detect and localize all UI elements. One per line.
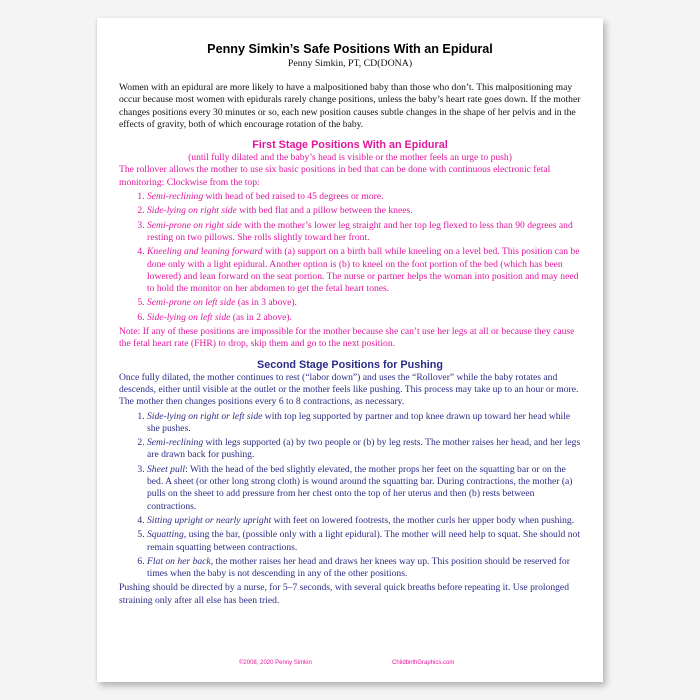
position-name: Squatting <box>147 529 184 541</box>
position-description: , using the bar, (possible only with a light epidural). The mother will need help to squat. She should not remain squatting between contractions. <box>147 529 580 553</box>
list-item <box>147 220 581 245</box>
position-description: (as in 3 above). <box>235 297 297 309</box>
first-stage-subheading: (until fully dilated and the baby’s head is visible or the mother feels an urge to push) <box>188 152 512 164</box>
document-content <box>119 42 581 607</box>
position-name: Side-lying on right side <box>147 205 237 217</box>
position-name: Semi-reclining <box>147 191 204 203</box>
position-name: Flat on her back <box>147 555 211 567</box>
position-description: with bed flat and a pillow between the knees. <box>236 205 413 217</box>
position-description: with legs supported (a) by two people or (b) by leg rests. The mother raises her head, and her legs are drawn back for pushing. <box>147 437 581 461</box>
first-stage-lead: The rollover allows the mother to use six basic positions in bed that can be done with continuous electronic fetal monitoring: Clockwise from the top: <box>119 164 551 188</box>
list-item <box>147 191 581 203</box>
list-item <box>147 246 581 295</box>
position-name: Semi-reclining <box>147 437 204 449</box>
position-name: Kneeling and leaning forward <box>147 246 263 258</box>
list-item <box>147 556 581 581</box>
second-stage-heading: Second Stage Positions for Pushing <box>257 358 443 371</box>
position-name: Semi-prone on right side <box>147 219 242 231</box>
position-description: with top leg supported by partner and top knee drawn up toward her head while she pushes. <box>147 410 571 434</box>
position-description: with (a) support on a birth ball while kneeling on a level bed. This position can be done only with a light epidural. Another option is (b) to kneel on the foot portion of the bed (which has been lowered) and lean forward on the seat portion. The nurse or partner helps the woman into position and may need to hold the monitor on her abdomen to get the fetal heart tones. <box>147 246 580 295</box>
list-item <box>147 411 581 436</box>
first-stage-note: Note: If any of these positions are impossible for the mother because she can’t use her legs at all or because they cause the fetal heart rate (FHR) to drop, skip them and go to the next position. <box>119 326 575 350</box>
position-description: with head of bed raised to 45 degrees or more. <box>203 191 384 203</box>
list-item <box>147 297 581 309</box>
list-item <box>147 529 581 554</box>
second-stage-lead: Once fully dilated, the mother continues to rest (“labor down”) and uses the “Rollover” while the baby rotates and descends, either until visible at the outlet or the mother feels like pushing. This process may take up to an hour or more. The mother then changes positions every 6 to 8 contractions, as necessary. <box>119 371 579 408</box>
position-name: Side-lying on left side <box>147 311 231 323</box>
second-stage-closing: Pushing should be directed by a nurse, for 5–7 seconds, with several quick breaths before repeating it. Use prolonged straining only after all else has been tried. <box>119 582 569 606</box>
position-description: : With the head of the bed slightly elevated, the mother props her feet on the squatting bar or on the bed. A sheet (or other long strong cloth) is wound around the squatting bar. During contractions, the mother (a) pulls on the sheet to add pressure from her chest onto the top of her uterus and then (b) rests between contractions. <box>147 463 573 512</box>
position-description: , the mother raises her head and draws her knees way up. This position should be reserved for times when the baby is not descending in any of the other positions. <box>147 555 570 580</box>
position-description: (as in 2 above). <box>230 311 292 323</box>
intro-paragraph: Women with an epidural are more likely to have a malpositioned baby than those who don’t. This malpositioning may occur because most women with epidurals rarely change positions, unless the baby’s heart rate goes down. If the mother changes positions every 30 minutes or so, each new position causes subtle changes in the shape of her pelvis and in the effects of gravity, both of which encourage rotation of the baby. <box>119 82 581 130</box>
position-name: Sitting upright or nearly upright <box>147 514 272 526</box>
first-stage-heading: First Stage Positions With an Epidural <box>252 139 448 152</box>
position-description: with feet on lowered footrests, the mother curls her upper body when pushing. <box>271 514 575 526</box>
list-item <box>147 205 581 217</box>
author-line: Penny Simkin, PT, CD(DONA) <box>287 58 413 69</box>
document-page <box>97 18 603 682</box>
site-credit: ChildbirthGraphics.com <box>392 660 455 666</box>
list-item <box>147 312 581 324</box>
second-stage-list <box>119 411 581 581</box>
position-name: Side-lying on right or left side <box>147 410 263 422</box>
list-item <box>147 464 581 513</box>
list-item <box>147 437 581 462</box>
first-stage-list <box>119 191 581 324</box>
list-item <box>147 515 581 527</box>
position-description: with the mother’s lower leg straight and her top leg flexed to less than 90 degrees and resting on two pillows. She rolls slightly toward her front. <box>147 219 573 243</box>
copyright-text: ©2008, 2020 Penny Simkin <box>239 660 312 666</box>
document-title: Penny Simkin’s Safe Positions With an Epidural <box>207 42 493 56</box>
position-name: Sheet pull <box>147 463 186 475</box>
position-name: Semi-prone on left side <box>147 297 236 309</box>
